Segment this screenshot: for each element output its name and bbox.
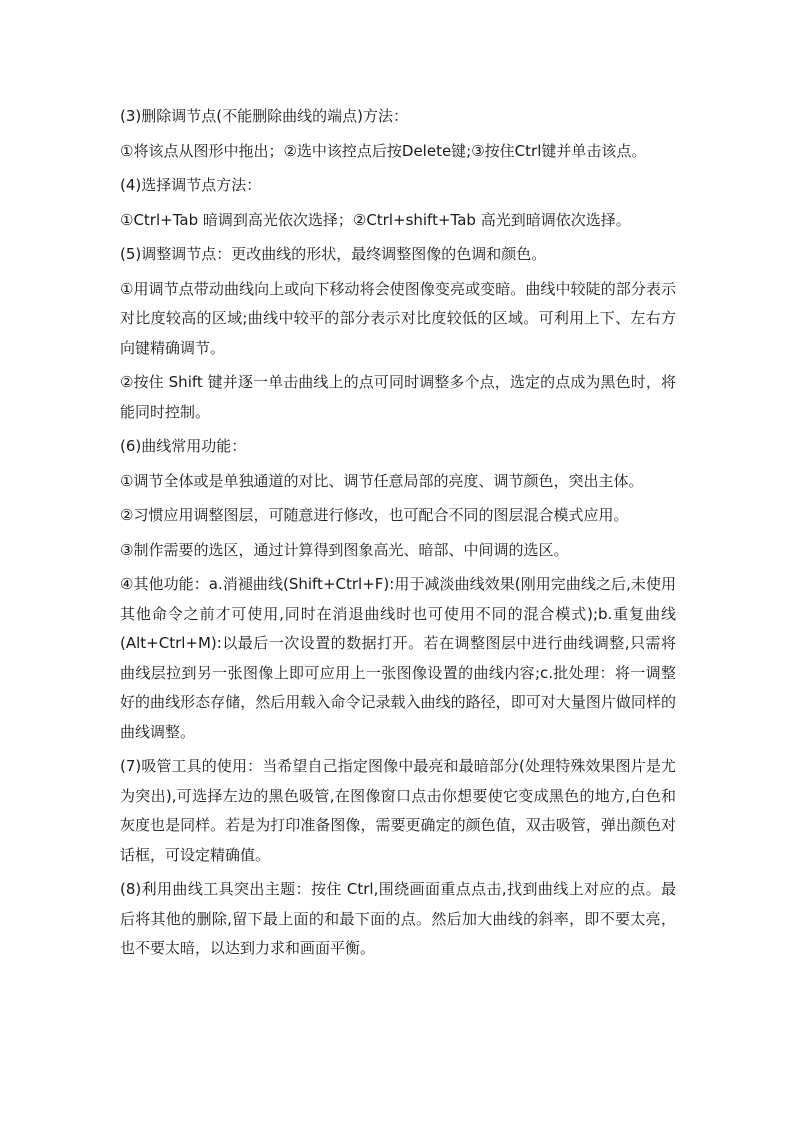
section-3-heading: (3)删除调节点(不能删除曲线的端点)方法： [120,107,408,125]
section-8-body: (8)利用曲线工具突出主题：按住 Ctrl,围绕画面重点点击,找到曲线上对应的点。最后将其他的删除,留下最上面的和最下面的点。然后加大曲线的斜率，即不要太亮，也不要太暗，以达到力求和画面平衡。 [120,880,676,957]
section-3-body: ①将该点从图形中拖出；②选中该控点后按Delete键;③按住Ctrl键并单击该点。 [120,141,647,160]
document-page [120,102,676,969]
section-5-item-1: ①用调节点带动曲线向上或向下移动将会使图像变亮或变暗。曲线中较陡的部分表示对比度较高的区域;曲线中较平的部分表示对比度较低的区域。可利用上下、左右方向键精确调节。 [120,279,676,357]
section-4-body: ①Ctrl+Tab 暗调到高光依次选择；②Ctrl+shift+Tab 高光到暗调依次选择。 [120,210,631,229]
section-5-heading: (5)调整调节点：更改曲线的形状，最终调整图像的色调和颜色。 [120,245,547,263]
section-6-heading: (6)曲线常用功能： [120,437,247,455]
section-6-item-1: ①调节全体或是单独通道的对比、调节任意局部的亮度、调节颜色，突出主体。 [120,471,644,490]
section-6-item-4: ④其他功能：a.消褪曲线(Shift+Ctrl+F):用于减淡曲线效果(刚用完曲线之后,未使用其他命令之前才可使用,同时在消退曲线时也可使用不同的混合模式);b.重复曲线(Alt+Ctrl+M):以最后一次设置的数据打开。若在调整图层中进行曲线调整,只需将曲线层拉到另一张图像上即可应用上一张图像设置的曲线内容;c.批处理：将一调整好的曲线形态存储，然后用载入命令记录载入曲线的路径，即可对大量图片做同样的曲线调整。 [120,575,676,741]
section-5-item-2: ②按住 Shift 键并逐一单击曲线上的点可同时调整多个点，选定的点成为黑色时，将能同时控制。 [120,373,676,421]
section-4-heading: (4)选择调节点方法： [120,176,262,194]
section-6-item-3: ③制作需要的选区，通过计算得到图象高光、暗部、中间调的选区。 [120,540,569,559]
section-6-item-2: ②习惯应用调整图层，可随意进行修改，也可配合不同的图层混合模式应用。 [120,506,629,524]
section-7-body: (7)吸管工具的使用：当希望自己指定图像中最亮和最暗部分(处理特殊效果图片是尤为突出),可选择左边的黑色吸管,在图像窗口点击你想要使它变成黑色的地方,白色和灰度也是同样。若是为打印准备图像，需要更确定的颜色值，双击吸管，弹出颜色对话框，可设定精确值。 [120,757,676,864]
